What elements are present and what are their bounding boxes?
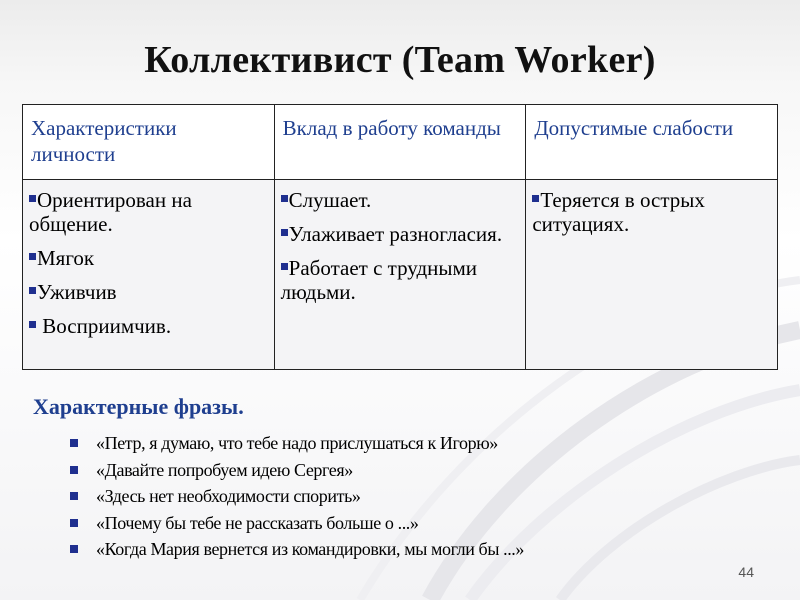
phrases-list bbox=[70, 430, 770, 563]
square-bullet-icon bbox=[70, 466, 78, 474]
header-personality: Характеристики личности bbox=[23, 105, 275, 180]
phrases-heading: Характерные фразы. bbox=[33, 394, 244, 419]
phrase-item: «Когда Мария вернется из командировки, мы могли бы ...» bbox=[70, 536, 770, 563]
square-bullet-icon bbox=[70, 439, 78, 447]
list-item: Слушает. bbox=[281, 188, 520, 212]
square-bullet-icon bbox=[29, 253, 36, 260]
phrase-item: «Здесь нет необходимости спорить» bbox=[70, 483, 770, 510]
square-bullet-icon bbox=[70, 519, 78, 527]
square-bullet-icon bbox=[29, 287, 36, 294]
square-bullet-icon bbox=[70, 545, 78, 553]
list-item: Улаживает разногласия. bbox=[281, 222, 520, 246]
cell-contribution bbox=[274, 180, 526, 370]
list-item: Теряется в острых ситуациях. bbox=[532, 188, 705, 236]
square-bullet-icon bbox=[29, 195, 36, 202]
square-bullet-icon bbox=[70, 492, 78, 500]
cell-weaknesses bbox=[526, 180, 778, 370]
list-item: Ориентирован на общение. bbox=[29, 188, 192, 236]
list-item: Уживчив bbox=[29, 280, 268, 304]
slide-title: Коллективист (Team Worker) bbox=[144, 39, 656, 81]
page-number: 44 bbox=[738, 564, 754, 580]
list-item: Восприимчив. bbox=[29, 314, 268, 338]
square-bullet-icon bbox=[29, 321, 36, 328]
header-weaknesses: Допустимые слабости bbox=[526, 105, 778, 180]
table-header-row bbox=[23, 105, 778, 180]
list-item: Мягок bbox=[29, 246, 268, 270]
list-item: Работает с трудными людьми. bbox=[280, 256, 478, 304]
phrase-item: «Давайте попробуем идею Сергея» bbox=[70, 457, 770, 484]
square-bullet-icon bbox=[281, 263, 288, 270]
square-bullet-icon bbox=[281, 229, 288, 236]
phrase-item: «Почему бы тебе не рассказать больше о ...» bbox=[70, 510, 770, 537]
traits-table bbox=[22, 104, 778, 370]
phrase-item: «Петр, я думаю, что тебе надо прислушаться к Игорю» bbox=[70, 430, 770, 457]
cell-personality bbox=[23, 180, 275, 370]
table-body-row bbox=[23, 180, 778, 370]
square-bullet-icon bbox=[532, 195, 539, 202]
square-bullet-icon bbox=[281, 195, 288, 202]
header-contribution: Вклад в работу команды bbox=[274, 105, 526, 180]
